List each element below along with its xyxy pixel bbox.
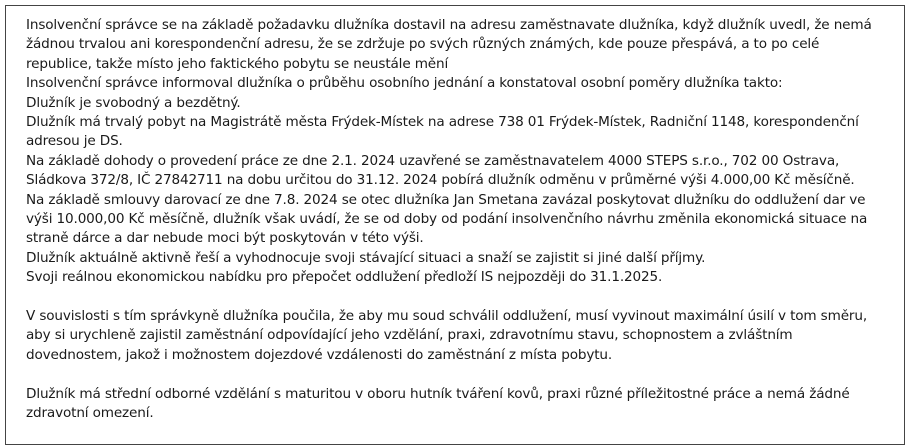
- paragraph-gap: [26, 365, 906, 384]
- text-line: Dlužník má střední odborné vzdělání s maturitou v oboru hutník tváření kovů, praxi různé příležitostné práce a nemá žádné: [26, 385, 850, 402]
- paragraph-education: [26, 385, 906, 424]
- paragraph-gap: [26, 288, 906, 307]
- document-body: [26, 16, 906, 424]
- text-line: Dlužník má trvalý pobyt na Magistrátě města Frýdek-Místek na adrese 738 01 Frýdek-Místek, Radniční 1148, korespondenční: [26, 114, 859, 131]
- text-line: Dlužník aktuálně aktivně řeší a vyhodnocuje svoji stávající situaci a snaží se zajistit si jiné další příjmy.: [26, 249, 706, 266]
- text-line: Dlužník je svobodný a bezdětný.: [26, 94, 241, 111]
- text-line: žádnou trvalou ani korespondenční adresu, že se zdržuje po svých různých známých, kde pouze přespává, a to po celé: [26, 36, 820, 53]
- text-line: V souvislosti s tím správkyně dlužníka poučila, že aby mu soud schválil oddlužení, musí vyvinout maximální úsilí v tom směru,: [26, 308, 867, 325]
- document-frame: [5, 5, 905, 445]
- paragraph-personal-situation: [26, 16, 906, 288]
- text-line: republice, takže místo jeho faktického pobytu se neustále mění: [26, 55, 449, 72]
- text-line: Sládkova 372/8, IČ 27842711 na dobu určitou do 31.12. 2024 pobírá dlužník odměnu v průměrné výši 4.000,00 Kč měsíčně.: [26, 172, 855, 189]
- text-line: Na základě dohody o provedení práce ze dne 2.1. 2024 uzavřené se zaměstnavatelem 4000 STEPS s.r.o., 702 00 Ostrava,: [26, 152, 840, 169]
- text-line: Insolvenční správce informoval dlužníka o průběhu osobního jednání a konstatoval osobní poměry dlužníka takto:: [26, 75, 783, 92]
- text-line: dovednostem, jakož i možnostem dojezdové vzdálenosti do zaměstnání z místa pobytu.: [26, 346, 613, 363]
- text-line: straně dárce a dar nebude moci být poskytován v této výši.: [26, 230, 424, 247]
- text-line: Insolvenční správce se na základě požadavku dlužníka dostavil na adresu zaměstnavate dlužníka, když dlužník uvedl, že nemá: [26, 17, 872, 33]
- text-line: Svoji reálnou ekonomickou nabídku pro přepočet oddlužení předloží IS nejpozději do 31.1.2025.: [26, 269, 663, 286]
- text-line: aby si urychleně zajistil zaměstnání odpovídající jeho vzdělání, praxi, zdravotnímu stavu, schopnostem a zvláštním: [26, 327, 793, 344]
- text-line: zdravotní omezení.: [26, 405, 154, 422]
- paragraph-instruction: [26, 307, 906, 365]
- text-line: Na základě smlouvy darovací ze dne 7.8. 2024 se otec dlužníka Jan Smetana zavázal poskytovat dlužníku do oddlužení dar ve: [26, 191, 866, 208]
- text-line: adresou je DS.: [26, 133, 123, 150]
- text-line: výši 10.000,00 Kč měsíčně, dlužník však uvádí, že se od doby od podání insolvenčního návrhu změnila ekonomická situace na: [26, 211, 868, 228]
